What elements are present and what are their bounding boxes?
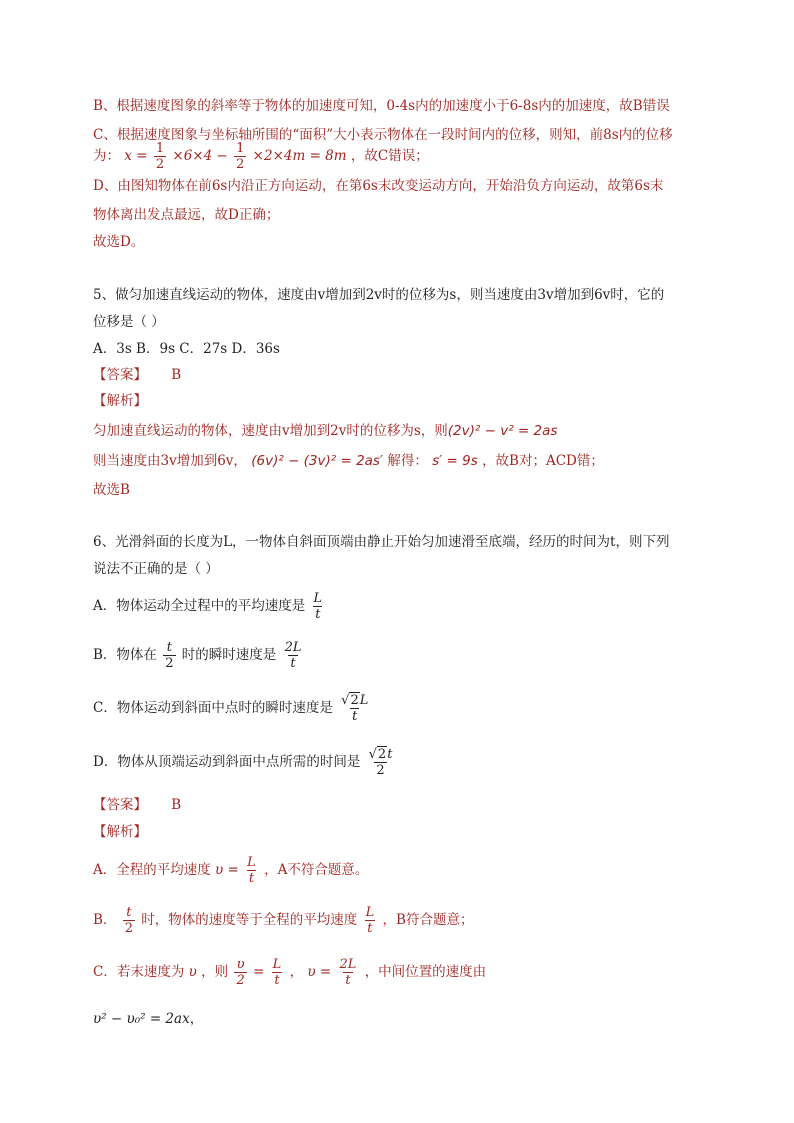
fraction [312, 591, 325, 622]
denominator: 2 [124, 921, 133, 936]
numerator: t [126, 905, 132, 920]
fraction [163, 640, 175, 671]
text: ， [289, 964, 304, 980]
formula: (6v)² − (3v)² = 2as′ [251, 453, 384, 469]
fraction [245, 855, 258, 886]
text: 解得： [387, 453, 428, 469]
radicand: 2 [377, 747, 387, 762]
formula-text: = [253, 964, 265, 980]
fraction [364, 905, 377, 936]
denominator: 2 [236, 157, 245, 172]
answer-tag: 【答案】 [93, 797, 147, 813]
radicand: 2 [350, 693, 359, 708]
q5-stem-line2 [93, 313, 165, 331]
denominator: t [315, 607, 321, 622]
fraction [271, 957, 284, 988]
numerator: L [247, 855, 256, 870]
denominator: 2 [165, 656, 174, 671]
denominator: t [290, 656, 296, 671]
q6-option-d [93, 740, 396, 784]
denominator: t [274, 973, 280, 988]
q6-analysis-eq [93, 1010, 203, 1028]
formula-text: υ [188, 964, 197, 980]
denominator: t [352, 709, 358, 724]
formula: (2v)² − v² = 2as [447, 423, 558, 439]
fraction [339, 693, 370, 724]
formula-text: ×6×4 − [172, 148, 228, 164]
analysis-select [93, 233, 144, 251]
analysis-line-d1 [93, 177, 663, 195]
text: ，A不符合题意。 [264, 862, 369, 878]
text: 故选D。 [93, 234, 145, 250]
fraction [367, 747, 395, 778]
analysis-line-c2 [93, 136, 429, 176]
text: B． [93, 912, 117, 928]
formula-text: ×2×4m = 8m [252, 148, 347, 164]
analysis-line-b [93, 97, 670, 115]
numerator: 1 [155, 141, 165, 156]
q6-analysis-a [93, 850, 368, 890]
fraction [234, 957, 246, 988]
numerator: √2t [368, 747, 393, 762]
q5-stem-line1 [93, 286, 664, 304]
q6-stem-line2 [93, 560, 219, 578]
fraction [154, 141, 166, 172]
denominator: 2 [155, 157, 165, 172]
text: ， [189, 1011, 204, 1027]
q5-select [93, 481, 130, 499]
analysis-line-d2 [93, 206, 279, 224]
text: A．全程的平均速度 [93, 862, 211, 878]
text: A．物体运动全过程中的平均速度是 [93, 598, 306, 614]
answer-tag: 【答案】 [93, 367, 147, 383]
text: C、根据速度图象与坐标轴所围的“面积”大小表示物体在一段时间内的位移，则知，前8s内的位移 [93, 127, 673, 143]
text: 则当速度由3v增加到6v， [93, 453, 247, 469]
q6-option-c [93, 686, 372, 730]
fraction [337, 957, 358, 988]
text: 时，物体的速度等于全程的平均速度 [141, 912, 358, 928]
formula-text: υ = [307, 964, 332, 980]
denominator: t [248, 871, 255, 886]
formula-text: x = [124, 148, 148, 164]
text: A．3s B．9s C．27s D．36s [93, 341, 280, 357]
text: ，中间位置的速度由 [364, 964, 487, 980]
denominator: t [345, 973, 351, 988]
text: B．物体在 [93, 647, 157, 663]
q6-answer [93, 796, 181, 814]
text: 故选B [93, 482, 130, 498]
text: 为： [93, 148, 120, 164]
text: C．若末速度为 [93, 964, 185, 980]
text: 匀加速直线运动的物体，速度由v增加到2v时的位移为s，则 [93, 423, 448, 439]
numerator: t [166, 640, 172, 655]
text: B、根据速度图象的斜率等于物体的加速度可知，0-4s内的加速度小于6-8s内的加速度，故B错误 [93, 98, 670, 114]
q5-analysis-tag [93, 392, 147, 410]
fraction [123, 905, 135, 936]
numerator-tail: L [359, 693, 369, 708]
text: C．物体运动到斜面中点时的瞬时速度是 [93, 700, 333, 716]
numerator-tail: t [387, 747, 393, 762]
denominator: 2 [376, 763, 385, 778]
text: D．物体从顶端运动到斜面中点所需的时间是 [93, 754, 361, 770]
text: ，故B对；ACD错； [482, 453, 604, 469]
numerator: L [272, 957, 282, 972]
text: ，则 [201, 964, 229, 980]
text: 物体离出发点最远，故D正确； [93, 207, 280, 223]
q6-option-a [93, 586, 326, 626]
q5-analysis-line1 [93, 422, 557, 440]
text: 【解析】 [93, 393, 147, 409]
fraction [283, 640, 304, 671]
formula-text: υ = [215, 862, 239, 878]
numerator: L [365, 905, 375, 920]
text: ，故C错误； [350, 148, 429, 164]
text: 时的瞬时速度是 [181, 647, 277, 663]
q5-options [93, 340, 280, 358]
denominator: 2 [236, 973, 245, 988]
denominator: t [367, 921, 373, 936]
numerator: υ [236, 957, 245, 972]
formula-text: υ² − υ₀² = 2ax [93, 1011, 190, 1027]
q6-analysis-b [93, 900, 473, 940]
text: 6、光滑斜面的长度为L，一物体自斜面顶端由静止开始匀加速滑至底端，经历的时间为t，则下列 [93, 534, 670, 550]
numerator: 2L [339, 957, 357, 972]
q5-analysis-line2 [93, 452, 604, 470]
text: 说法不正确的是（ ） [93, 561, 219, 577]
answer-value: B [171, 367, 182, 383]
q6-analysis-tag [93, 823, 147, 841]
text: D、由图知物体在前6s内沿正方向运动，在第6s末改变运动方向，开始沿负方向运动，故第6s末 [93, 178, 664, 194]
text: 位移是（ ） [93, 314, 165, 330]
q6-option-b [93, 635, 306, 675]
q5-answer [93, 366, 181, 384]
numerator: 1 [236, 141, 245, 156]
q6-stem-line1 [93, 533, 669, 551]
text: 5、做匀加速直线运动的物体，速度由v增加到2v时的位移为s，则当速度由3v增加到6v时，它的 [93, 287, 665, 303]
formula: s′ = 9s [432, 453, 478, 469]
fraction [234, 141, 246, 172]
numerator: √2L [341, 693, 369, 708]
numerator: L [313, 591, 323, 606]
answer-value: B [171, 797, 182, 813]
numerator: 2L [284, 640, 302, 655]
text: ，B符合题意； [382, 912, 474, 928]
q6-analysis-c [93, 952, 486, 992]
text: 【解析】 [93, 824, 147, 840]
